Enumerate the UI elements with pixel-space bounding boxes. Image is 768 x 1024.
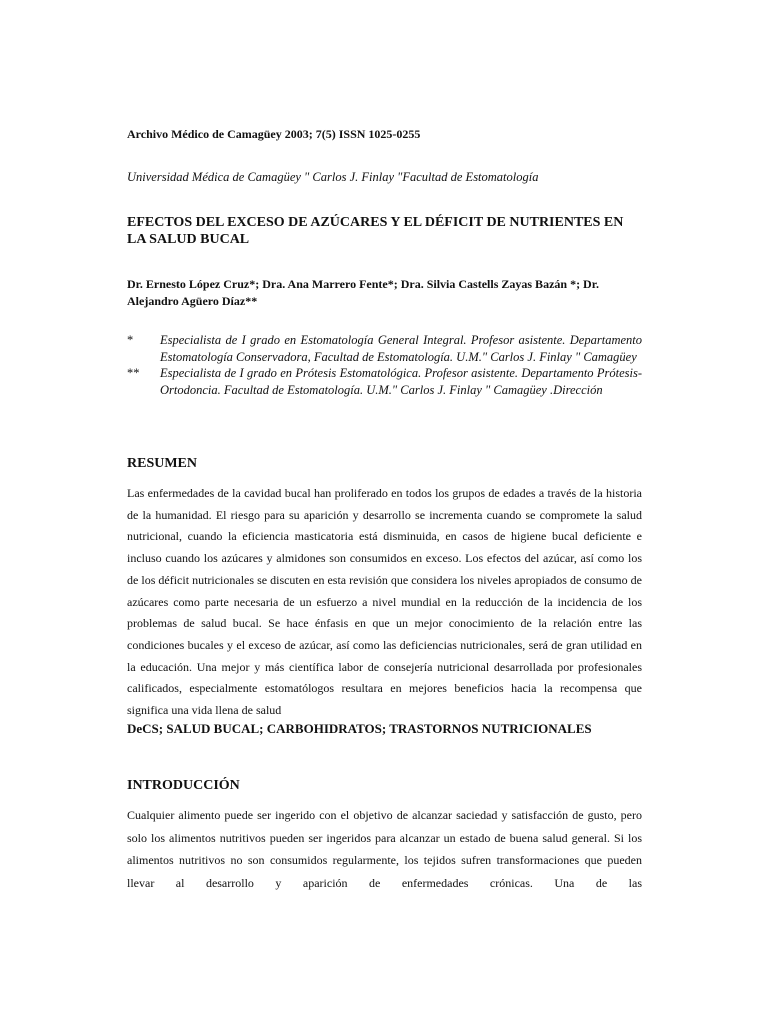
author-note [127, 365, 642, 398]
introduction-heading: INTRODUCCIÓN [127, 778, 240, 793]
note-text: Especialista de I grado en Prótesis Estomatológica. Profesor asistente. Departamento Prótesis- Ortodoncia. Facultad de Estomatología. U.M." Carlos J. Finlay " Camagüey .Dirección [160, 366, 642, 397]
abstract-body: Las enfermedades de la cavidad bucal han proliferado en todos los grupos de edades a través de la historia de la humanidad. El riesgo para su aparición y desarrollo se incrementa cuando se compromete la salud nutricional, cuando la eficiencia masticatoria está disminuida, en casos de higiene bucal deficiente e incluso cuando los azúcares y almidones son consumidos en exceso. Los efectos del azúcar, así como los de los déficit nutricionales se discuten en esta revisión que considera los niveles apropiados de consumo de azúcares como parte necesaria de un esfuerzo a nivel mundial en la reducción de la incidencia de los problemas de salud bucal. Se hace énfasis en que un mejor conocimiento de la relación entre las condiciones bucales y el exceso de azúcar, así como las deficiencias nutricionales, será de gran utilidad en la educación. Una mejor y más científica labor de consejería nutricional desarrollada por profesionales calificados, especialmente estomatólogos resultara en mejores beneficios hacia la recompensa que significa una vida llena de salud [127, 486, 642, 718]
note-text: Especialista de I grado en Estomatología General Integral. Profesor asistente. Departamento Estomatología Conservadora, Facultad de Estomatología. U.M." Carlos J. Finlay " Camagüey [160, 333, 642, 364]
author-notes [127, 332, 642, 398]
author-list: Dr. Ernesto López Cruz*; Dra. Ana Marrero Fente*; Dra. Silvia Castells Zayas Bazán *; Dr. Alejandro Agüero Díaz** [127, 277, 599, 308]
introduction-body: Cualquier alimento puede ser ingerido con el objetivo de alcanzar saciedad y satisfacción de gusto, pero solo los alimentos nutritivos pueden ser ingeridos para alcanzar un estado de buena salud general. Si los alimentos nutritivos no son consumidos regularmente, los tejidos sufren transformaciones que pueden llevar al desarrollo y aparición de enfermedades crónicas. Una de las [127, 808, 642, 890]
note-marker: * [127, 333, 134, 347]
author-note [127, 332, 642, 365]
keywords: DeCS; SALUD BUCAL; CARBOHIDRATOS; TRASTORNOS NUTRICIONALES [127, 721, 592, 736]
note-marker: ** [127, 366, 140, 380]
journal-citation: Archivo Médico de Camagüey 2003; 7(5) ISSN 1025-0255 [127, 127, 421, 141]
abstract-heading: RESUMEN [127, 456, 198, 471]
article-title: EFECTOS DEL EXCESO DE AZÚCARES Y EL DÉFICIT DE NUTRIENTES EN LA SALUD BUCAL [127, 215, 624, 247]
affiliation: Universidad Médica de Camagüey " Carlos J. Finlay "Facultad de Estomatología [127, 170, 539, 184]
